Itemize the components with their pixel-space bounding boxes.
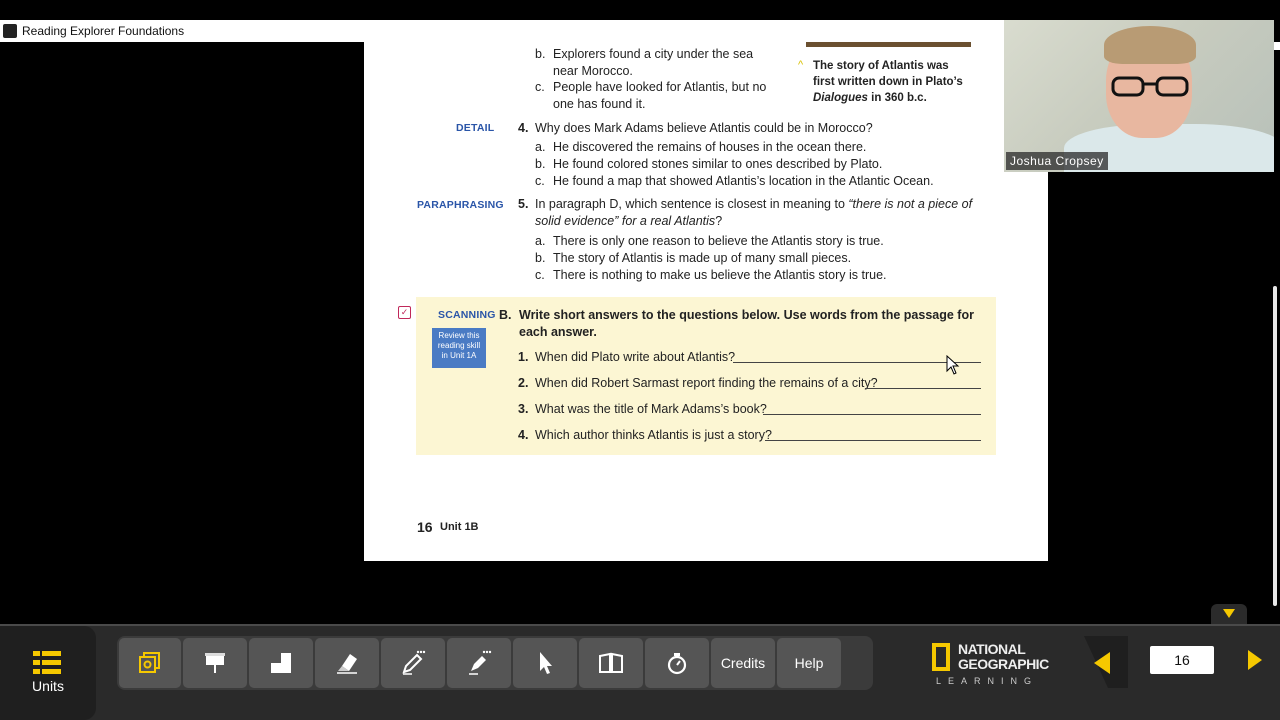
credits-button[interactable]: Credits (711, 638, 775, 688)
help-button[interactable]: Help (777, 638, 841, 688)
question-number: 1. (518, 350, 529, 364)
question-text: What was the title of Mark Adams’s book? (535, 402, 767, 416)
option-text: He found colored stones similar to ones described by Plato. (553, 157, 883, 171)
exercise-instruction: each answer. (519, 325, 597, 339)
option-text: The story of Atlantis is made up of many small pieces. (553, 251, 852, 265)
answer-line[interactable] (765, 440, 981, 441)
scrollbar-thumb[interactable] (1273, 286, 1277, 606)
mouse-cursor-icon (946, 355, 960, 375)
option-text: Explorers found a city under the sea (553, 47, 754, 61)
option-letter: b. (535, 47, 546, 61)
webcam-hair (1104, 26, 1196, 64)
units-label: Units (32, 678, 64, 694)
skill-label-detail: DETAIL (456, 122, 495, 134)
option-text: He discovered the remains of houses in the ocean there. (553, 140, 867, 154)
option-text: one has found it. (553, 97, 646, 111)
whiteboard-button[interactable] (183, 638, 247, 688)
triangle-down-icon (1223, 609, 1235, 619)
review-skill-badge[interactable]: Review this reading skill in Unit 1A (432, 328, 486, 368)
collapse-toolbar-button[interactable] (1211, 604, 1247, 624)
option-letter: c. (535, 80, 545, 94)
glasses-icon (1110, 75, 1190, 97)
question-number: 4. (518, 121, 529, 135)
tool-tray (117, 636, 873, 690)
skill-label-scanning: SCANNING (438, 309, 496, 321)
unit-label: Unit 1B (440, 521, 479, 533)
option-letter: a. (535, 140, 546, 154)
previous-page-button[interactable] (1068, 630, 1128, 690)
units-button[interactable] (0, 626, 96, 720)
question-text: Which author thinks Atlantis is just a story? (535, 428, 772, 442)
pointer-arrow-icon (532, 650, 558, 676)
option-text: There is only one reason to believe the Atlantis story is true. (553, 234, 884, 248)
webcam-video (1004, 20, 1274, 172)
bottom-toolbar (0, 624, 1280, 720)
resources-button[interactable] (119, 638, 181, 688)
highlighter-button[interactable] (447, 638, 511, 688)
question-text: solid evidence” for a real Atlantis? (535, 214, 723, 228)
next-page-button[interactable] (1230, 640, 1280, 680)
scrollbar-top[interactable] (1274, 42, 1280, 50)
eraser-button[interactable] (315, 638, 379, 688)
exercise-letter: B. (499, 308, 512, 322)
atlantis-photo (806, 42, 971, 47)
answer-line[interactable] (733, 362, 981, 363)
answer-line[interactable] (763, 414, 981, 415)
window-title: Reading Explorer Foundations (22, 24, 185, 38)
answer-line[interactable] (865, 388, 981, 389)
arrow-right-icon (1248, 650, 1262, 670)
window-titlebar (0, 20, 1004, 42)
app-icon (3, 24, 17, 38)
question-text: In paragraph D, which sentence is closest in meaning to “there is not a piece of (535, 197, 973, 211)
participant-name: Joshua Cropsey (1006, 152, 1108, 170)
skill-label-paraphrasing: PARAPHRASING (417, 199, 504, 211)
checklist-icon[interactable]: ✓ (398, 306, 411, 319)
screen-mask-button[interactable] (249, 638, 313, 688)
option-letter: c. (535, 268, 545, 282)
pen-button[interactable] (381, 638, 445, 688)
page-number-input[interactable] (1150, 646, 1214, 674)
eraser-icon (334, 650, 360, 676)
photo-caption: The story of Atlantis was first written down in Plato’s Dialogues in 360 b.c. (813, 60, 963, 104)
option-text: He found a map that showed Atlantis’s location in the Atlantic Ocean. (553, 174, 934, 188)
question-number: 4. (518, 428, 529, 442)
question-text: Why does Mark Adams believe Atlantis could be in Morocco? (535, 121, 873, 135)
caption-arrow-icon: ^ (798, 59, 804, 71)
pen-icon (400, 650, 426, 676)
option-text: People have looked for Atlantis, but no (553, 80, 767, 94)
screen-mask-icon (268, 650, 294, 676)
stopwatch-icon (664, 650, 690, 676)
option-letter: a. (535, 234, 546, 248)
exercise-instruction: Write short answers to the questions below. Use words from the passage for (519, 308, 974, 322)
question-number: 5. (518, 197, 529, 211)
national-geographic-learning-logo: NATIONAL GEOGRAPHIC LEARNING (932, 640, 1042, 688)
option-letter: c. (535, 174, 545, 188)
option-text: There is nothing to make us believe the Atlantis story is true. (553, 268, 887, 282)
whiteboard-icon (202, 650, 228, 676)
option-letter: b. (535, 157, 546, 171)
option-text: near Morocco. (553, 64, 633, 78)
question-text: When did Robert Sarmast report finding the remains of a city? (535, 376, 878, 390)
question-number: 2. (518, 376, 529, 390)
nat-geo-yellow-border-icon (932, 643, 950, 671)
option-letter: b. (535, 251, 546, 265)
highlighter-icon (466, 650, 492, 676)
page-number: 16 (417, 519, 433, 535)
resources-icon (137, 650, 163, 676)
question-text: When did Plato write about Atlantis? (535, 350, 736, 364)
open-book-icon (598, 650, 624, 676)
pointer-button[interactable] (513, 638, 577, 688)
question-number: 3. (518, 402, 529, 416)
units-grid-icon (33, 651, 61, 675)
book-page (364, 42, 1048, 561)
timer-button[interactable] (645, 638, 709, 688)
book-view-button[interactable] (579, 638, 643, 688)
